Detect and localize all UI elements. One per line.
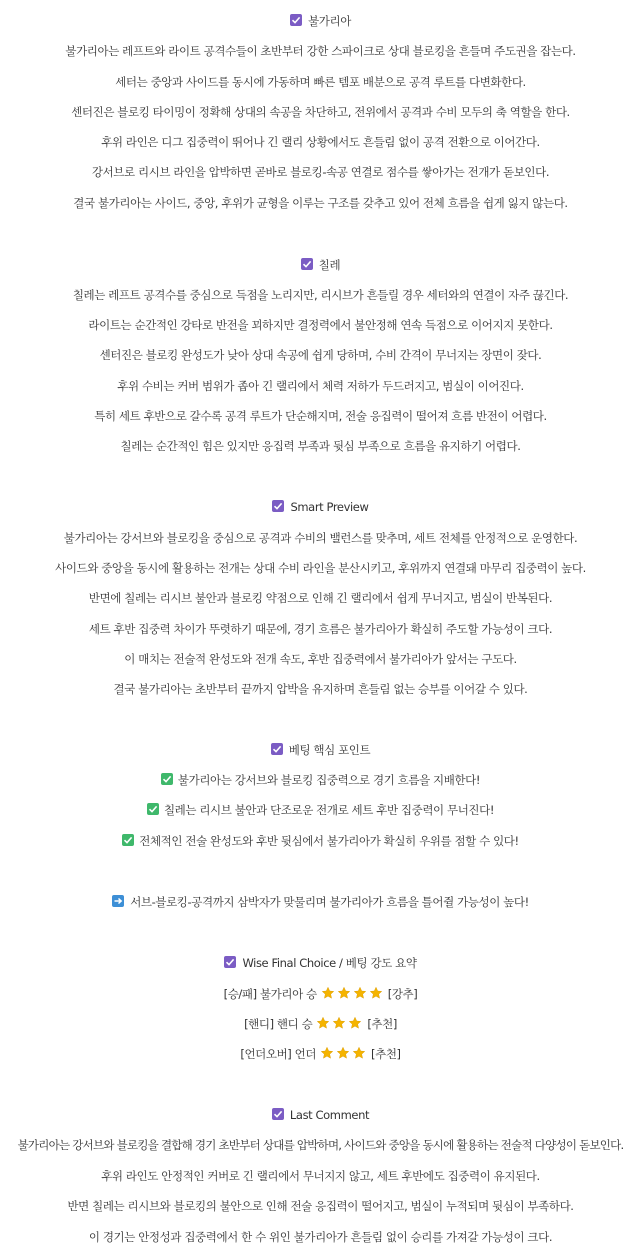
- purple-checkbox-icon: [271, 743, 283, 755]
- paragraph-line: 사이드와 중앙을 동시에 활용하는 전개는 상대 수비 라인을 분산시키고, 후위까지 연결돼 마무리 집중력이 높다.: [55, 561, 586, 575]
- pick-grade: [추천]: [371, 1047, 401, 1061]
- paragraph-line: 불가리아는 강서브와 블로킹을 결합해 경기 초반부터 상대를 압박하며, 사이드와 중앙을 동시에 활용하는 전술적 다양성이 돋보인다.: [17, 1138, 624, 1152]
- star-rating: [316, 1016, 364, 1036]
- section-heading-betting-points: [0, 740, 641, 760]
- paragraph-line: 칠레는 레프트 공격수를 중심으로 득점을 노리지만, 리시브가 흔들릴 경우 세터와의 연결이 자주 끊긴다.: [72, 288, 569, 302]
- paragraph-line: 센터진은 블로킹 완성도가 낮아 상대 속공에 쉽게 당하며, 수비 간격이 무너지는 장면이 잦다.: [99, 348, 542, 362]
- section-heading-last-comment: [0, 1105, 641, 1125]
- paragraph-line: 센터진은 블로킹 타이밍이 정확해 상대의 속공을 차단하고, 전위에서 공격과 수비 모두의 축 역할을 한다.: [71, 105, 570, 119]
- heading-text: 베팅 핵심 포인트: [288, 743, 371, 757]
- section-heading-smart-preview: [0, 497, 641, 517]
- paragraph-line: 반면 칠레는 리시브와 블로킹의 불안으로 인해 전술 응집력이 떨어지고, 범실이 누적되며 뒷심이 부족하다.: [67, 1199, 574, 1213]
- paragraph-line: 후위 수비는 커버 범위가 좁아 긴 랠리에서 체력 저하가 두드러지고, 범실이 이어진다.: [117, 379, 524, 393]
- heading-text: 칠레: [318, 258, 341, 272]
- betting-point: [0, 800, 641, 820]
- paragraph-line: 후위 라인은 디그 집중력이 뛰어나 긴 랠리 상황에서도 흔들림 없이 공격 전환으로 이어간다.: [101, 135, 540, 149]
- paragraph-line: 강서브로 리시브 라인을 압박하면 곧바로 블로킹-속공 연결로 점수를 쌓아가는 전개가 돋보인다.: [91, 165, 550, 179]
- star-icon: [332, 1016, 346, 1030]
- purple-checkbox-icon: [301, 258, 313, 270]
- star-icon: [320, 1046, 334, 1060]
- star-icon: [352, 1046, 366, 1060]
- final-pick-row: [0, 984, 641, 1004]
- heading-text: Wise Final Choice / 베팅 강도 요약: [242, 956, 417, 970]
- purple-checkbox-icon: [224, 956, 236, 968]
- betting-point-text: 칠레는 리시브 불안과 단조로운 전개로 세트 후반 집중력이 무너진다!: [163, 803, 495, 817]
- paragraph-line: 불가리아는 강서브와 블로킹을 중심으로 공격과 수비의 밸런스를 맞추며, 세트 전체를 안정적으로 운영한다.: [63, 531, 578, 545]
- pick-grade: [강추]: [387, 987, 418, 1001]
- star-icon: [321, 986, 335, 1000]
- star-icon: [348, 1016, 362, 1030]
- paragraph-line: 세트 후반 집중력 차이가 뚜렷하기 때문에, 경기 흐름은 불가리아가 확실히 주도할 가능성이 크다.: [88, 622, 553, 636]
- paragraph-line: 특히 세트 후반으로 갈수록 공격 루트가 단순해지며, 전술 응집력이 떨어져 흐름 반전이 어렵다.: [94, 409, 547, 423]
- heading-text: Last Comment: [289, 1108, 370, 1122]
- green-checkmark-icon: [147, 803, 159, 815]
- right-arrow-icon: [112, 895, 124, 907]
- arrow-summary-text: 서브-블로킹-공격까지 삼박자가 맞물리며 불가리아가 흐름을 틀어쥘 가능성이 높다!: [130, 895, 529, 909]
- paragraph-line: 이 매치는 전술적 완성도와 전개 속도, 후반 집중력에서 불가리아가 앞서는 구도다.: [124, 652, 517, 666]
- section-heading-chile: [0, 255, 641, 275]
- pick-label: [핸디] 핸디 승: [244, 1017, 313, 1031]
- green-checkmark-icon: [122, 834, 134, 846]
- star-icon: [337, 986, 351, 1000]
- betting-point-text: 전체적인 전술 완성도와 후반 뒷심에서 불가리아가 확실히 우위를 점할 수 있다!: [139, 834, 519, 848]
- star-rating: [321, 986, 385, 1006]
- section-heading-final-choice: [0, 953, 641, 973]
- pick-grade: [추천]: [367, 1017, 397, 1031]
- pick-label: [언더오버] 언더: [240, 1047, 317, 1061]
- arrow-summary-line: [0, 892, 641, 912]
- star-rating: [320, 1046, 368, 1066]
- section-heading-bulgaria: [0, 11, 641, 31]
- pick-label: [승/패] 불가리아 승: [223, 987, 317, 1001]
- purple-checkbox-icon: [272, 500, 284, 512]
- betting-point: [0, 831, 641, 851]
- star-icon: [353, 986, 367, 1000]
- heading-text: 불가리아: [308, 14, 351, 28]
- betting-point-text: 불가리아는 강서브와 블로킹 집중력으로 경기 흐름을 지배한다!: [177, 773, 481, 787]
- purple-checkbox-icon: [290, 14, 302, 26]
- paragraph-line: 이 경기는 안정성과 집중력에서 한 수 위인 불가리아가 흔들림 없이 승리를 가져갈 가능성이 크다.: [88, 1230, 553, 1244]
- paragraph-line: 결국 불가리아는 사이드, 중앙, 후위가 균형을 이루는 구조를 갖추고 있어 전체 흐름을 쉽게 잃지 않는다.: [73, 196, 568, 210]
- final-pick-row: [0, 1044, 641, 1064]
- paragraph-line: 라이트는 순간적인 강타로 반전을 꾀하지만 결정력에서 불안정해 연속 득점으로 이어지지 못한다.: [88, 318, 553, 332]
- star-icon: [336, 1046, 350, 1060]
- purple-checkbox-icon: [272, 1108, 284, 1120]
- betting-point: [0, 770, 641, 790]
- paragraph-line: 후위 라인도 안정적인 커버로 긴 랠리에서 무너지지 않고, 세트 후반에도 집중력이 유지된다.: [101, 1169, 540, 1183]
- paragraph-line: 반면에 칠레는 리시브 불안과 블로킹 약점으로 인해 긴 랠리에서 쉽게 무너지고, 범실이 반복된다.: [88, 591, 553, 605]
- paragraph-line: 불가리아는 레프트와 라이트 공격수들이 초반부터 강한 스파이크로 상대 블로킹을 흔들며 주도권을 잡는다.: [65, 44, 576, 58]
- green-checkmark-icon: [161, 773, 173, 785]
- star-icon: [316, 1016, 330, 1030]
- final-pick-row: [0, 1014, 641, 1034]
- paragraph-line: 세터는 중앙과 사이드를 동시에 가동하며 빠른 템포 배분으로 공격 루트를 다변화한다.: [115, 75, 526, 89]
- star-icon: [369, 986, 383, 1000]
- heading-text: Smart Preview: [290, 500, 369, 514]
- paragraph-line: 칠레는 순간적인 힘은 있지만 응집력 부족과 뒷심 부족으로 흐름을 유지하기 어렵다.: [120, 439, 521, 453]
- paragraph-line: 결국 불가리아는 초반부터 끝까지 압박을 유지하며 흔들림 없는 승부를 이어갈 수 있다.: [113, 682, 528, 696]
